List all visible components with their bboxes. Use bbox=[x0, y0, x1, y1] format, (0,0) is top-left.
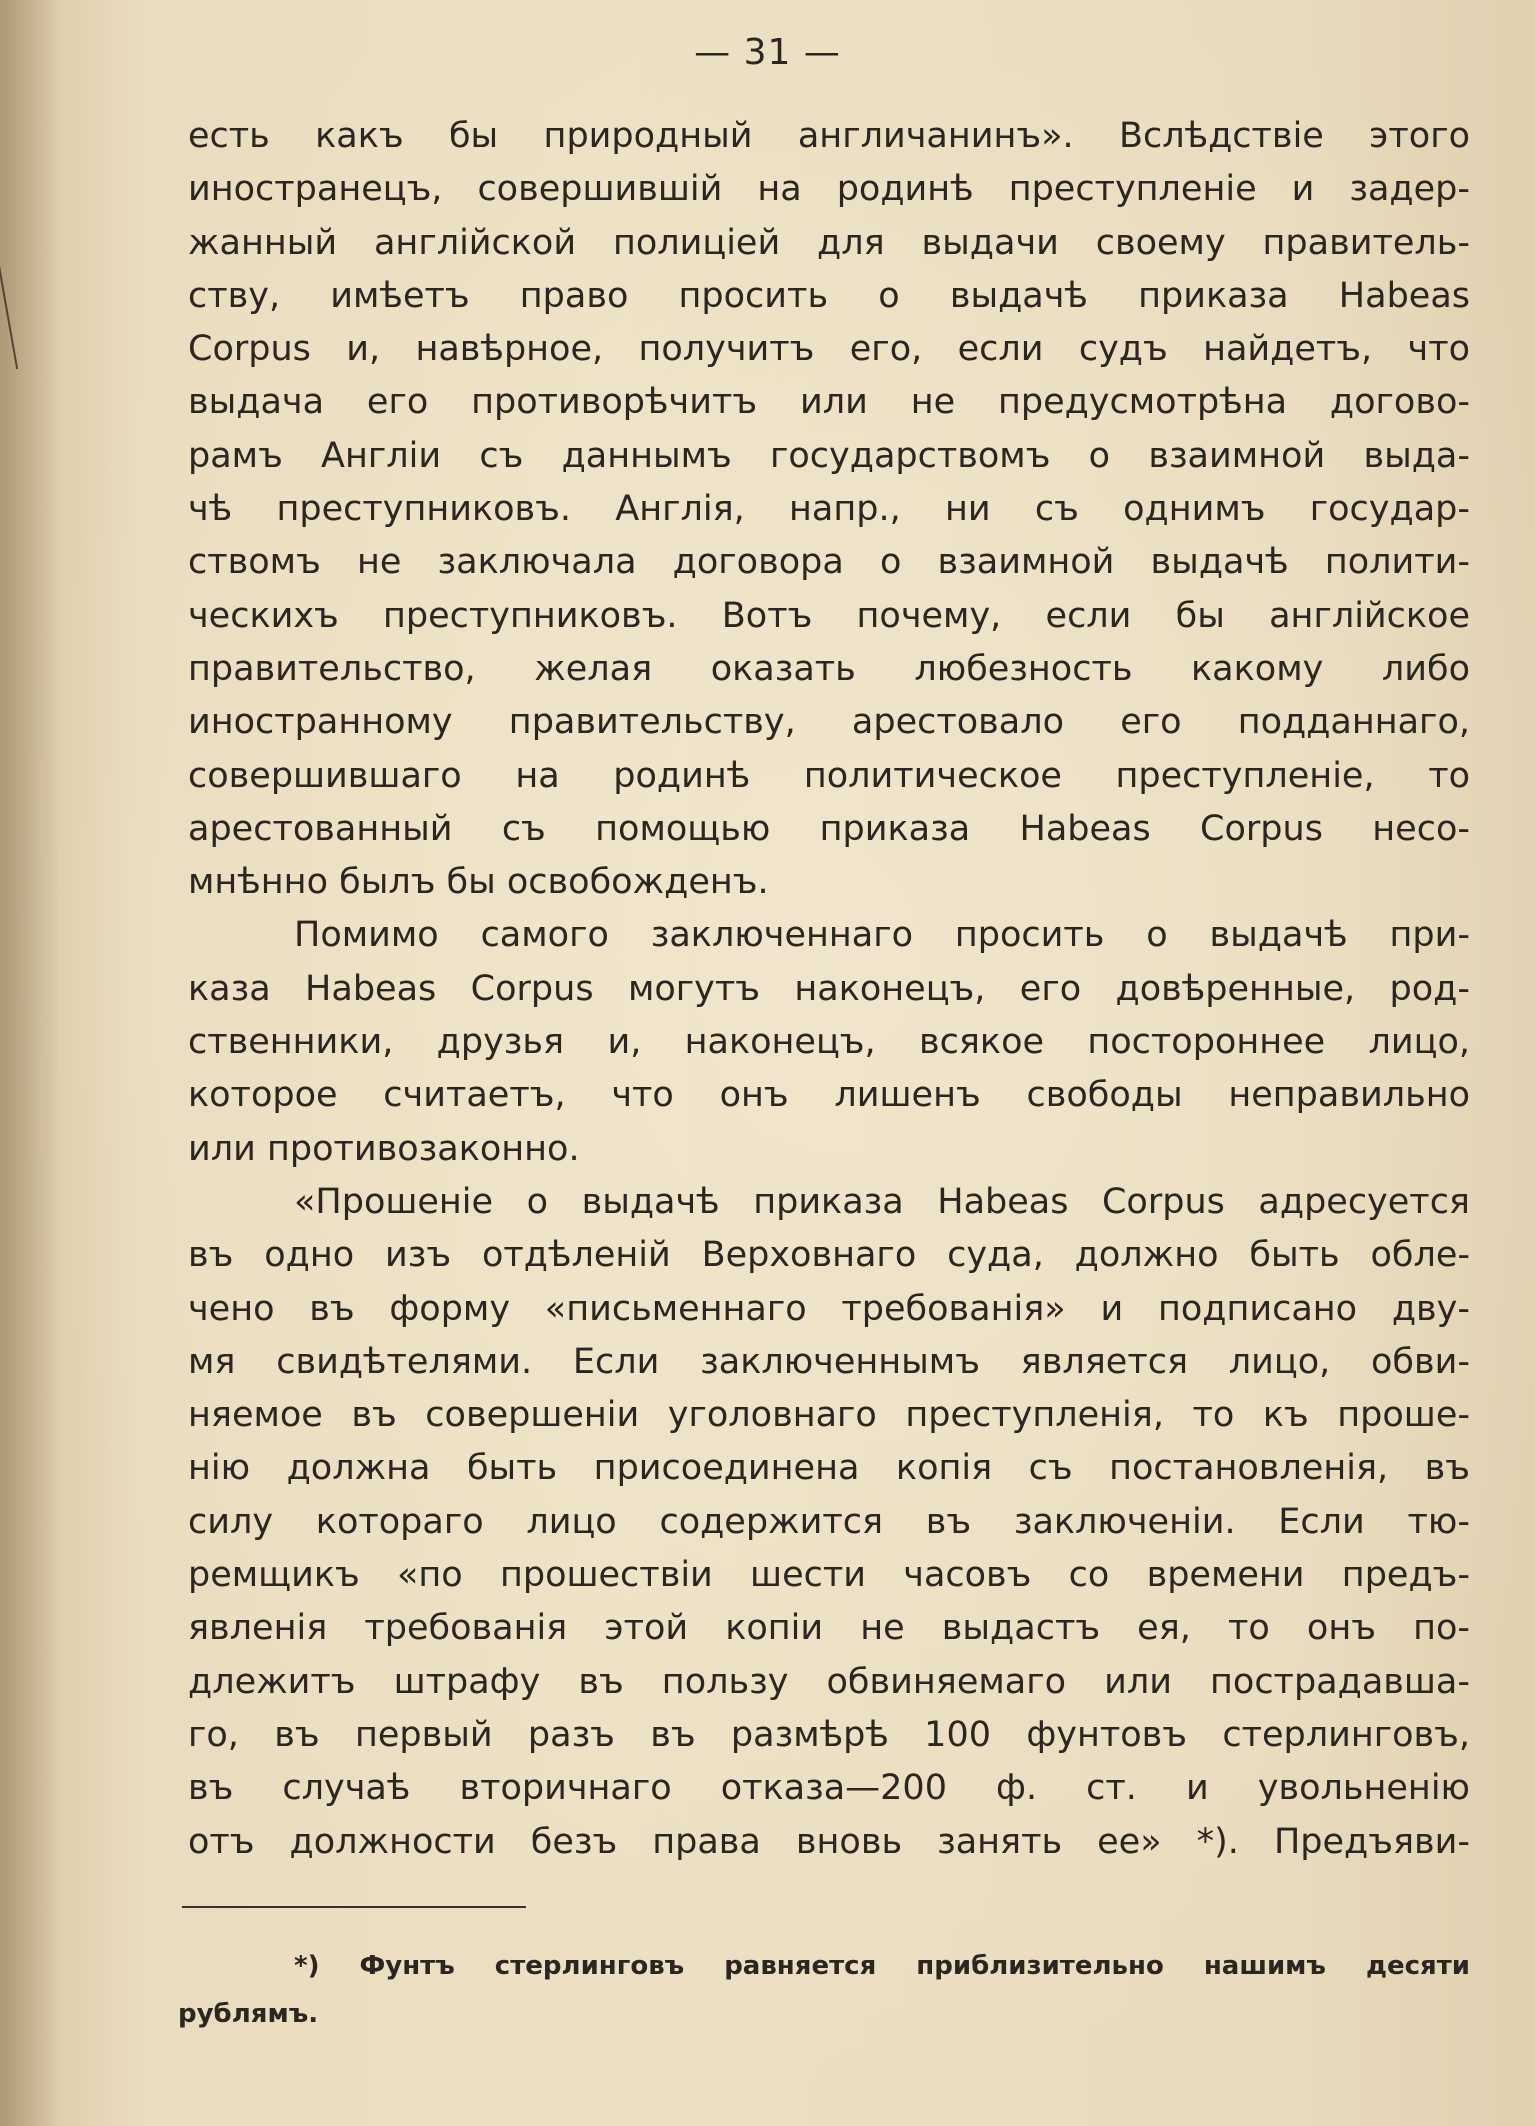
text-line: въ одно изъ отдѣленій Верховнаго суда, должно быть обле- bbox=[188, 1235, 1470, 1276]
paragraph-2 bbox=[188, 909, 1470, 1175]
text-line: или противозаконно. bbox=[188, 1128, 580, 1169]
footnote-line: *) Фунтъ стерлинговъ равняется приблизительно нашимъ десяти bbox=[294, 1951, 1470, 1981]
footnote-divider bbox=[182, 1906, 526, 1908]
text-line: ствомъ не заключала договора о взаимной выдачѣ полити- bbox=[188, 542, 1470, 583]
paragraph-3 bbox=[188, 1176, 1470, 1869]
text-line: «Прошеніе о выдачѣ приказа Habeas Corpus адресуется bbox=[294, 1181, 1470, 1222]
text-line: правительство, желая оказать любезность какому либо bbox=[188, 648, 1470, 689]
text-line: Помимо самого заключеннаго просить о выдачѣ при- bbox=[294, 915, 1470, 956]
text-line: выдача его противорѣчитъ или не предусмотрѣна догово- bbox=[188, 382, 1470, 423]
text-line: го, въ первый разъ въ размѣрѣ 100 фунтовъ стерлинговъ, bbox=[188, 1714, 1470, 1755]
text-line: отъ должности безъ права вновь занять ее» *). Предъяви- bbox=[188, 1821, 1470, 1862]
text-line: иностранному правительству, арестовало его подданнаго, bbox=[188, 702, 1470, 743]
text-line: которое считаетъ, что онъ лишенъ свободы неправильно bbox=[188, 1075, 1470, 1116]
text-line: жанный англійской полиціей для выдачи своему правитель- bbox=[188, 222, 1470, 263]
footnote bbox=[178, 1942, 1470, 2038]
text-line: мя свидѣтелями. Если заключеннымъ является лицо, обви- bbox=[188, 1341, 1470, 1382]
text-line: совершившаго на родинѣ политическое преступленіе, то bbox=[188, 755, 1470, 796]
text-line: арестованный съ помощью приказа Habeas Corpus несо- bbox=[188, 808, 1470, 849]
text-line: мнѣнно былъ бы освобожденъ. bbox=[188, 862, 769, 903]
text-line: чѣ преступниковъ. Англія, напр., ни съ однимъ государ- bbox=[188, 489, 1470, 530]
text-line: ческихъ преступниковъ. Вотъ почему, если бы англійское bbox=[188, 595, 1470, 636]
text-line: ремщикъ «по прошествіи шести часовъ со времени предъ- bbox=[188, 1555, 1470, 1596]
text-line: силу котораго лицо содержится въ заключеніи. Если тю- bbox=[188, 1501, 1470, 1542]
text-line: нію должна быть присоединена копія съ постановленія, въ bbox=[188, 1448, 1470, 1489]
text-line: каза Habeas Corpus могутъ наконецъ, его довѣренные, род- bbox=[188, 968, 1470, 1009]
paragraph-1 bbox=[188, 110, 1470, 909]
text-line: иностранецъ, совершившій на родинѣ преступленіе и задер- bbox=[188, 169, 1470, 210]
text-line: длежитъ штрафу въ пользу обвиняемаго или пострадавша- bbox=[188, 1661, 1470, 1702]
text-line: рамъ Англіи съ даннымъ государствомъ о взаимной выда- bbox=[188, 435, 1470, 476]
text-line: въ случаѣ вторичнаго отказа—200 ф. ст. и увольненію bbox=[188, 1768, 1470, 1809]
page-number: — 31 — bbox=[694, 32, 841, 73]
text-line: Corpus и, навѣрное, получитъ его, если судъ найдетъ, что bbox=[188, 329, 1470, 370]
footnote-line: рублямъ. bbox=[178, 1999, 319, 2029]
text-line: явленія требованія этой копіи не выдастъ ея, то онъ по- bbox=[188, 1608, 1470, 1649]
body-text bbox=[188, 110, 1470, 1869]
text-line: чено въ форму «письменнаго требованія» и подписано дву- bbox=[188, 1288, 1470, 1329]
text-line: ству, имѣетъ право просить о выдачѣ приказа Habeas bbox=[188, 275, 1470, 316]
text-line: няемое въ совершеніи уголовнаго преступленія, то къ проше- bbox=[188, 1395, 1470, 1436]
text-line: ственники, друзья и, наконецъ, всякое постороннее лицо, bbox=[188, 1022, 1470, 1063]
text-line: есть какъ бы природный англичанинъ». Вслѣдствіе этого bbox=[188, 116, 1470, 156]
